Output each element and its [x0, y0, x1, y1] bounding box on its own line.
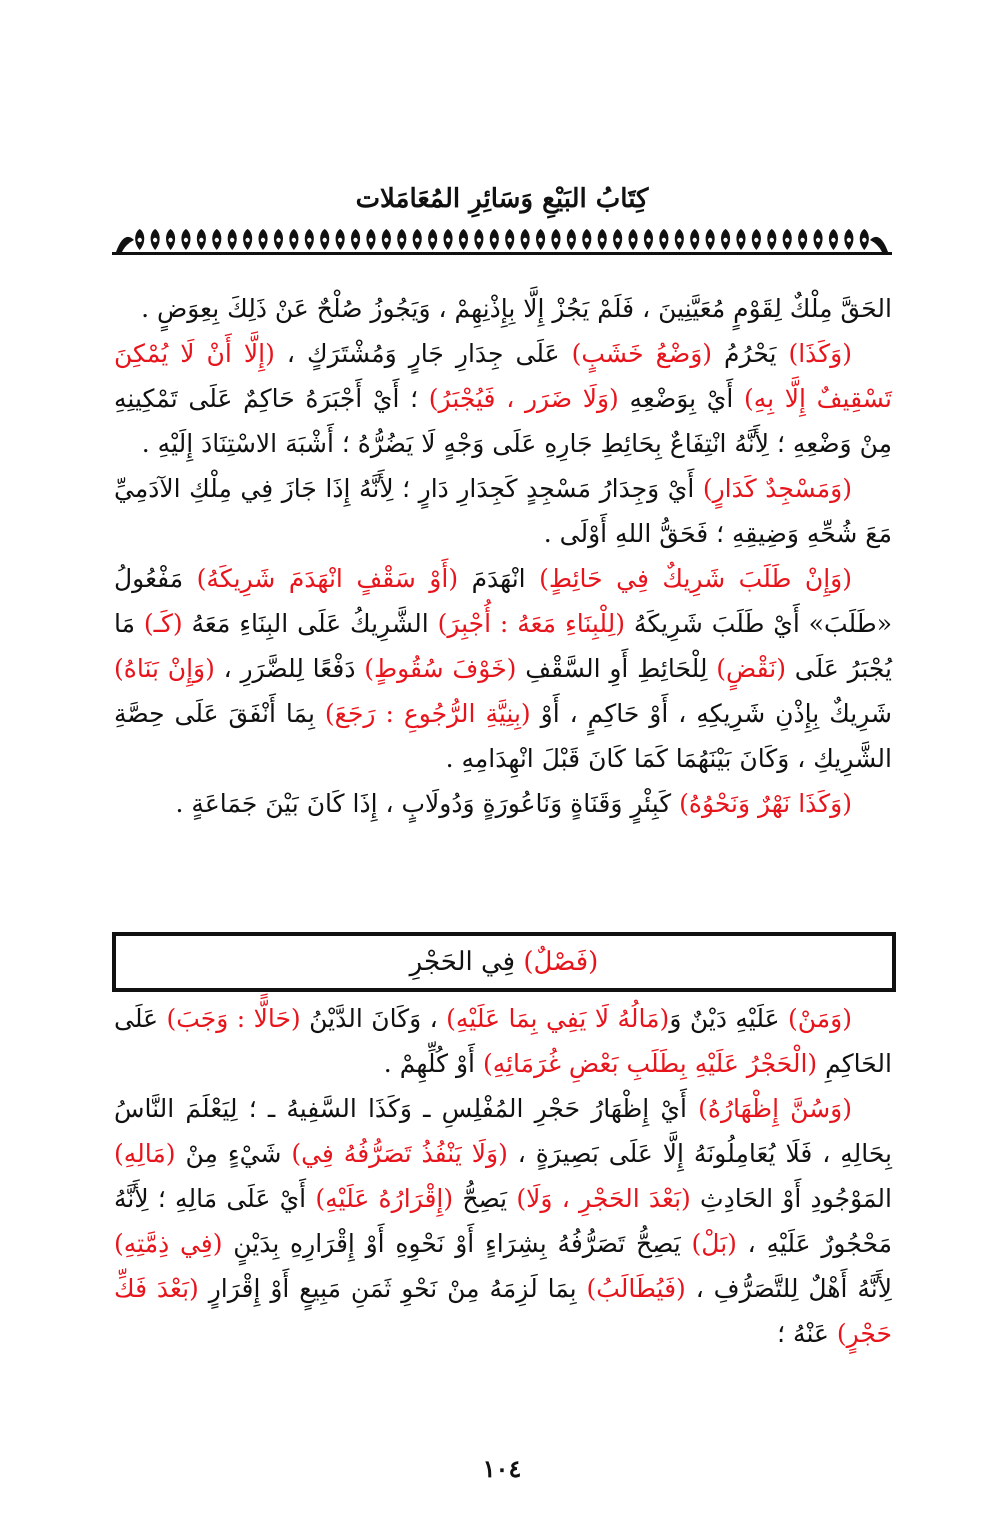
main-text-bottom	[114, 996, 892, 1356]
sharh-text: عَنْهُ ؛	[777, 1319, 829, 1348]
sharh-text: بِمَا أَنْفَقَ عَلَى حِصَّةِ الشَّرِيكِ ، وَكَانَ بَيْنَهُمَا كَمَا كَانَ قَبْلَ انْهِدَامِهِ .	[114, 699, 892, 773]
bottom-paragraph	[114, 996, 892, 1086]
sharh-text: كَبِئْرٍ وَقَنَاةٍ وَنَاعُورَةٍ وَدُولَابٍ ، إِذَا كَانَ بَيْنَ جَمَاعَةٍ .	[175, 789, 672, 818]
sharh-text: يَصِحُّ	[453, 1184, 508, 1213]
matn-text: (مَالِهِ)	[114, 1139, 176, 1168]
matn-text: (بَعْدَ فَكِّ حَجْرٍ)	[114, 1274, 892, 1348]
sharh-text: دَفْعًا لِلضَّرَرِ ،	[214, 654, 356, 683]
sharh-text: ؛ أَيْ أَجْبَرَهُ حَاكِمٌ عَلَى تَمْكِينِهِ مِنْ وَضْعِهِ ؛ لِأَنَّهُ انْتِفَاعٌ بِحَائِطِ جَارِهِ عَلَى وَجْهٍ لَا يَضُرُّهُ ؛ أَشْبَهَ الاسْتِنَادَ إِلَيْهِ .	[114, 384, 892, 458]
matn-text: (فَيُطَالَبُ)	[576, 1274, 686, 1303]
sharh-text: أَيْ وَجِدَارُ مَسْجِدٍ كَجِدَارِ دَارٍ ؛ لِأَنَّهُ إِذَا جَازَ فِي مِلْكِ الآدَمِيِّ مَعَ شُحِّهِ وَضِيقِهِ ؛ فَحَقُّ اللهِ أَوْلَى .	[114, 474, 892, 548]
top-paragraph	[114, 286, 892, 331]
main-text-top	[114, 286, 892, 826]
sharh-text: لِأَنَّهُ أَهْلٌ لِلتَّصَرُّفِ ،	[685, 1274, 892, 1303]
matn-text: (بَعْدَ الحَجْرِ ، وَلَا)	[507, 1184, 691, 1213]
sharh-text: أَيْ إِظْهَارُ حَجْرِ المُفْلِسِ ـ وَكَذَا السَّفِيهُ ـ ؛ لِيَعْلَمَ النَّاسُ بِحَالِهِ ، فَلَا يُعَامِلُونَهُ إِلَّا عَلَى بَصِيرَةٍ ،	[114, 1094, 892, 1168]
matn-text: (أَوْ سَقْفٍ انْهَدَمَ شَرِيكَهُ)	[183, 564, 459, 593]
top-paragraph	[114, 556, 892, 781]
top-paragraph	[114, 331, 892, 466]
top-paragraph	[114, 781, 892, 826]
section-heading-marker: (فَصْلٌ)	[523, 947, 599, 977]
matn-text: (وَضْعُ خَشَبٍ)	[559, 339, 713, 368]
sharh-text: أَيْ عَلَى مَالِهِ ؛ لِأَنَّهُ مَحْجُورٌ عَلَيْهِ ،	[114, 1184, 892, 1258]
matn-text: (وَإِنْ طَلَبَ شَرِيكٌ فِي حَائِطٍ)	[525, 564, 852, 593]
matn-text: (فِي ذِمَّتِهِ)	[114, 1229, 223, 1258]
sharh-text: لِلْحَائِطِ أَوِ السَّقْفِ	[516, 654, 708, 683]
sharh-text: الحَقَّ مِلْكٌ لِقَوْمٍ مُعَيَّنِينَ ، فَلَمْ يَجُزْ إِلَّا بِإِذْنِهِمْ ، وَيَجُوزُ صُلْحٌ عَنْ ذَلِكَ بِعِوَضٍ .	[141, 294, 892, 323]
page-number: ١٠٤	[482, 1454, 522, 1483]
matn-text: (وَلَا ضَرَر ، فَيُجْبَرُ)	[418, 384, 619, 413]
section-heading-title: فِي الحَجْرِ	[409, 947, 524, 977]
matn-text: (إِلَّا أَنْ لَا يُمْكِنَ تَسْقِيفٌ إِلَّا بِهِ)	[114, 339, 892, 413]
sharh-text: شَرِيكٌ بِإِذْنِ شَرِيكِهِ ، أَوْ حَاكِمٍ ، أَوْ	[530, 699, 892, 728]
sharh-text: شَيْءٍ مِنْ	[175, 1139, 282, 1168]
sharh-text: عَلَيْهِ دَيْنٌ وَ	[669, 1004, 780, 1033]
ornamental-border	[112, 226, 892, 256]
matn-text: (نَقْضٍ)	[707, 654, 786, 683]
matn-text: (إِقْرَارُهُ عَلَيْهِ)	[306, 1184, 454, 1213]
sharh-text: مَفْعُولُ «طَلَبَ» أَيْ طَلَبَ شَرِيكَهُ	[114, 564, 892, 638]
matn-text: (بَلْ)	[680, 1229, 737, 1258]
matn-text: (الْحَجْرُ عَلَيْهِ بِطَلَبِ بَعْضِ غُرَمَائِهِ)	[475, 1049, 818, 1078]
sharh-text: ، وَكَانَ الدَّيْنُ	[300, 1004, 438, 1033]
sharh-text: أَيْ بِوَضْعِهِ	[618, 384, 734, 413]
page-header-title: كِتَابُ البَيْعِ وَسَائِرِ المُعَامَلات	[355, 184, 649, 214]
matn-text: (وَسُنَّ إِظْهَارُهُ)	[686, 1094, 852, 1123]
bottom-paragraph	[114, 1086, 892, 1356]
sharh-text: يَصِحُّ تَصَرُّفُهُ بِشِرَاءٍ أَوْ نَحْوِهِ أَوْ إِقْرَارِهِ بِدَيْنٍ	[222, 1229, 681, 1258]
matn-text: (مَالُهُ لَا يَفِي بِمَا عَلَيْهِ)	[437, 1004, 670, 1033]
matn-text: (بِنِيَّةِ الرُّجُوعِ : رَجَعَ)	[314, 699, 531, 728]
matn-text: (وَلَا يَنْفُذُ تَصَرُّفُهُ فِي)	[281, 1139, 508, 1168]
section-heading-box	[112, 932, 896, 992]
matn-text: (وَمَنْ)	[779, 1004, 852, 1033]
sharh-text: بِمَا لَزِمَهُ مِنْ نَحْوِ ثَمَنِ مَبِيعٍ أَوْ إِقْرَارٍ	[198, 1274, 577, 1303]
matn-text: (حَالًّا : وَجَبَ)	[158, 1004, 301, 1033]
top-paragraph	[114, 466, 892, 556]
matn-text: (لِلْبِنَاءِ مَعَهُ : أُجْبِرَ)	[428, 609, 626, 638]
matn-text: (وَإِنْ بَنَاهُ)	[114, 654, 215, 683]
sharh-text: عَلَى الحَاكِمِ	[114, 1004, 892, 1078]
sharh-text: الشَّرِيكُ عَلَى البِنَاءِ مَعَهُ	[182, 609, 429, 638]
matn-text: (وَكَذَا نَهْرٌ وَنَحْوُهُ)	[671, 789, 852, 818]
matn-text: (خَوْفَ سُقُوطٍ)	[355, 654, 517, 683]
sharh-text: المَوْجُودِ أَوْ الحَادِثِ	[690, 1184, 892, 1213]
sharh-text: يَحْرُمُ	[712, 339, 777, 368]
sharh-text: أَوْ كُلِّهِمْ .	[383, 1049, 475, 1078]
sharh-text: انْهَدَمَ	[458, 564, 526, 593]
sharh-text: عَلَى جِدَارِ جَارٍ وَمُشْتَرَكٍ ،	[274, 339, 560, 368]
sharh-text: مَا يُجْبَرُ عَلَى	[114, 609, 892, 683]
matn-text: (كَـ)	[135, 609, 183, 638]
matn-text: (وَمَسْجِدٌ كَدَارٍ)	[694, 474, 852, 503]
matn-text: (وَكَذَا)	[776, 339, 853, 368]
